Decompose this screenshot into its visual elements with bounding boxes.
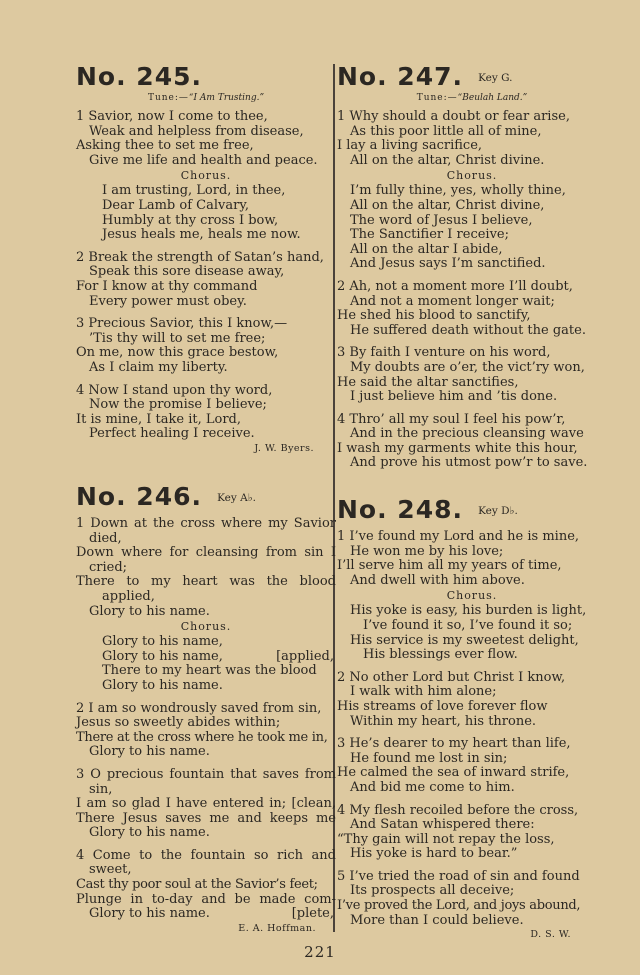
hymn-247 <box>337 62 607 471</box>
hymn-247-verse-3: 3 By faith I venture on his word, My doubts are o’er, the vict’ry won, He said the altar sanctifies, I just believe him and ’tis done. <box>337 345 585 405</box>
hymn-247-tune: Tune:—“Beulah Land.” <box>416 93 528 103</box>
hymn-247-key: Key G. <box>478 72 513 84</box>
hymn-246-verse-4: 4 Come to the fountain so rich and sweet, Cast thy poor soul at the Savior’s feet; Plunge in to-day and be made com- Glory to his name. [plete, <box>76 848 336 922</box>
hymn-245-header <box>76 62 336 92</box>
hymn-245-number: No. 245. <box>76 62 202 91</box>
hymn-247-chorus-label: Chorus. <box>446 169 498 183</box>
hymn-248 <box>337 495 607 942</box>
hymn-247-header <box>337 62 607 92</box>
hymn-245-author: J. W. Byers. <box>254 442 314 454</box>
hymn-245-verse-4: 4 Now I stand upon thy word, Now the promise I believe; It is mine, I take it, Lord, Perfect healing I receive. <box>76 382 273 442</box>
hymn-248-verse-5: 5 I’ve tried the road of sin and found Its prospects all deceive; I’ve proved the Lord, and joys abound, More than I could believe. <box>337 868 581 928</box>
hymn-246-chorus-label: Chorus. <box>180 620 232 634</box>
hymn-245-chorus-label: Chorus. <box>180 169 232 183</box>
hymn-247-verse-4: 4 Thro’ all my soul I feel his pow’r, And in the precious cleansing wave I wash my garments white this hour, And prove his utmost pow’r to save. <box>337 411 588 471</box>
hymn-245-verse-3: 3 Precious Savior, this I know,— ’Tis thy will to set me free; On me, now this grace bestow, As I claim my liberty. <box>76 316 288 375</box>
hymn-248-verse-3: 3 He’s dearer to my heart than life, He found me lost in sin; He calmed the sea of inward strife, And bid me come to him. <box>337 736 571 795</box>
hymn-247-number: No. 247. <box>337 62 463 91</box>
hymn-248-verse-1: 1 I’ve found my Lord and he is mine, He won me by his love; I’ll serve him all my years of time, And dwell with him above. <box>337 529 580 588</box>
hymn-246 <box>76 482 336 936</box>
hymn-248-chorus-label: Chorus. <box>446 589 498 603</box>
hymn-245-verse-1: 1 Savior, now I come to thee, Weak and helpless from disease, Asking thee to set me free, Give me life and health and peace. <box>76 109 318 168</box>
hymn-246-verse-1: 1 Down at the cross where my Savior died, Down where for cleansing from sin I cried; There to my heart was the blood applied, Glory to his name. <box>76 517 336 619</box>
hymn-248-verse-2: 2 No other Lord but Christ I know, I walk with him alone; His streams of love forever flow Within my heart, his throne. <box>337 669 566 729</box>
hymn-246-verse-2: 2 I am so wondrously saved from sin, Jesus so sweetly abides within; There at the cross where he took me in, Glory to his name. <box>76 700 328 760</box>
hymn-248-chorus: His yoke is easy, his burden is light, I’ve found it so, I’ve found it so; His service is my sweetest delight, His blessings ever flow. <box>350 603 587 663</box>
hymn-246-number: No. 246. <box>76 482 202 511</box>
hymn-248-header <box>337 495 607 525</box>
hymn-245-chorus: I am trusting, Lord, in thee, Dear Lamb of Calvary, Humbly at thy cross I bow, Jesus heals me, heals me now. <box>102 183 301 243</box>
hymn-247-verse-2: 2 Ah, not a moment more I’ll doubt, And not a moment longer wait; He shed his blood to sanctify, He suffered death without the gate. <box>337 278 586 338</box>
hymn-246-key: Key A♭. <box>217 492 256 504</box>
hymn-245 <box>76 62 336 456</box>
hymn-247-chorus: I’m fully thine, yes, wholly thine, All on the altar, Christ divine, The word of Jesus I believe, The Sanctifier I receive; All on the altar I abide, And Jesus says I’m sanctified. <box>350 183 566 272</box>
hymn-248-key: Key D♭. <box>478 505 518 517</box>
page-number: 221 <box>304 943 336 961</box>
hymn-246-verse-3: 3 O precious fountain that saves from sin, I am so glad I have entered in; [clean, There Jesus saves me and keeps me Glory to his name. <box>76 767 336 841</box>
hymn-246-author: E. A. Hoffman. <box>238 922 316 934</box>
hymn-248-verse-4: 4 My flesh recoiled before the cross, And Satan whispered there: “Thy gain will not repay the loss, His yoke is hard to bear.” <box>337 802 579 862</box>
hymn-248-author: D. S. W. <box>530 929 571 941</box>
hymn-248-number: No. 248. <box>337 495 463 524</box>
hymn-246-chorus: Glory to his name, Glory to his name, [applied, There to my heart was the blood Glory to his name. <box>102 634 334 693</box>
hymn-245-tune: Tune:—“I Am Trusting.” <box>147 93 265 103</box>
hymn-247-verse-1: 1 Why should a doubt or fear arise, As this poor little all of mine, I lay a living sacrifice, All on the altar, Christ divine. <box>337 109 570 168</box>
hymn-245-verse-2: 2 Break the strength of Satan’s hand, Speak this sore disease away, For I know at thy command Every power must obey. <box>76 249 324 309</box>
hymn-246-header <box>76 482 336 512</box>
